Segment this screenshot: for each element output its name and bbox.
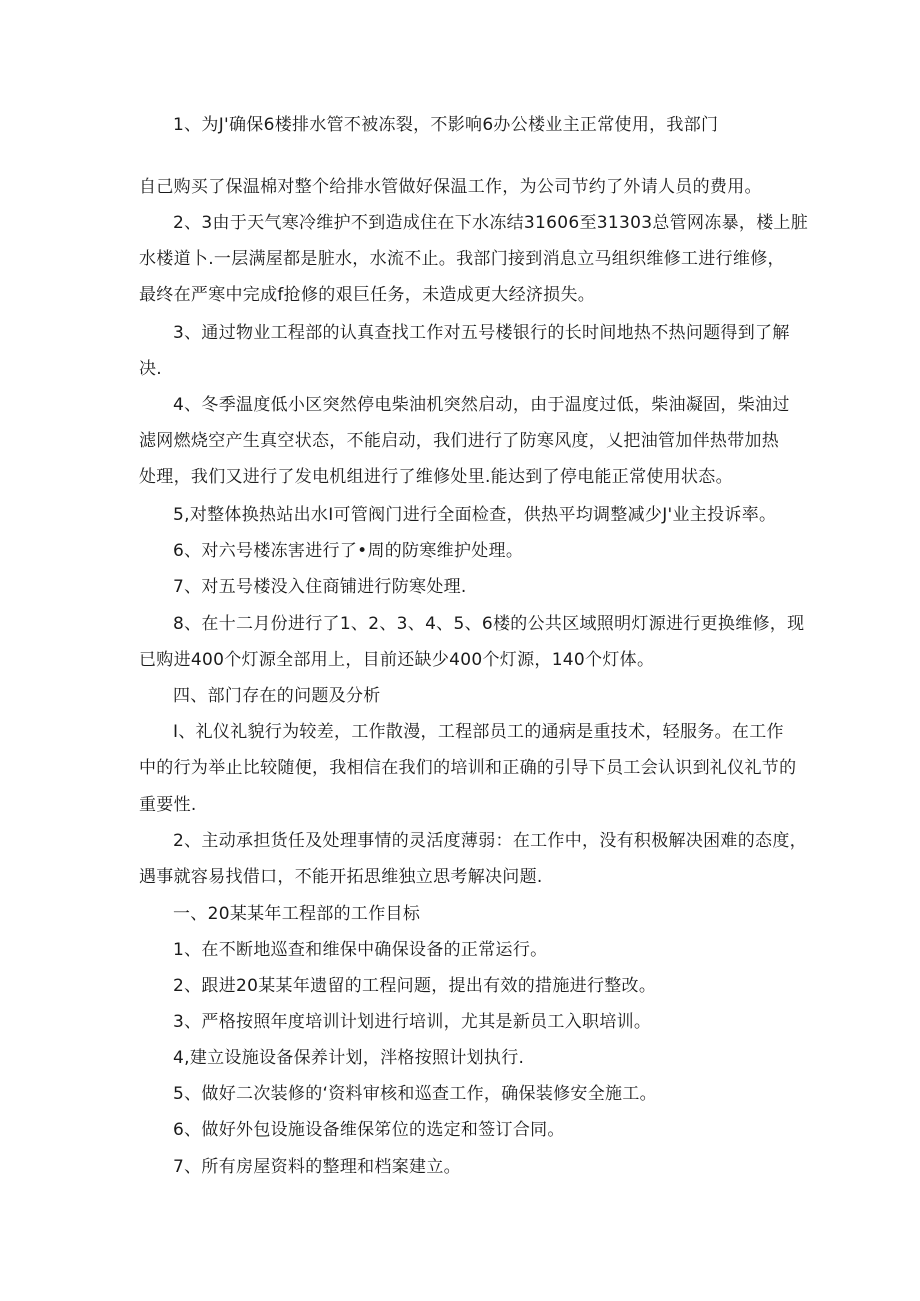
text-line: 处理，我们又进行了发电机组进行了维修处里.能达到了停电能正常使用状态。	[139, 467, 733, 487]
text-line: 滤网燃烧空产生真空状态，不能启动，我们进行了防寒风度，乂把油管加伴热带加热	[139, 431, 780, 451]
text-line: 1、在不断地巡查和维保中确保设备的正常运行。	[173, 940, 548, 960]
text-line: 已购进400个灯源全部用上，目前还缺少400个灯源，140个灯体。	[139, 650, 655, 670]
text-line: 3、严格按照年度培训计划进行培训，尤其是新员工入职培训。	[173, 1012, 652, 1032]
text-line: 5,对整体换热站出水I可管阀门进行全面检查，供热平均调整减少J'业主投诉率。	[173, 505, 777, 525]
text-line: I、礼仪礼貌行为较差，工作散漫，工程部员工的通病是重技术，轻服务。在工作	[173, 722, 784, 742]
text-line: 6、做好外包设施设备维保笫位的选定和签订合同。	[173, 1120, 565, 1140]
text-line: 中的行为举止比较随便，我相信在我们的培训和正确的引导下员工会认识到礼仪礼节的	[139, 758, 797, 778]
text-line: 2、主动承担货任及处理事情的灵活度薄弱：在工作中，没有积极解决困难的态度，	[173, 831, 807, 851]
text-line: 水楼道卜.一层满屋都是脏水，水流不止。我部门接到消息立马组织维修工进行维修，	[139, 249, 785, 269]
text-line: 7、所有房屋资料的整理和档案建立。	[173, 1157, 461, 1177]
text-line: 2、跟进20某某年遗留的工程问题，提出有效的措施进行整改。	[173, 976, 657, 996]
text-line: 1、为J'确保6楼排水管不被冻裂，不影响6办公楼业主正常使用，我部门	[173, 115, 719, 135]
text-line: 4、冬季温度低小区突然停电柴油机突然启动，由于温度过低，柴油凝固，柴油过	[173, 395, 790, 415]
section-heading: 一、20某某年工程部的工作目标	[173, 904, 421, 924]
text-line: 2、3由于天气寒冷维护不到造成住在下水冻结31606至31303总管网冻暴，楼上脏	[173, 213, 809, 233]
text-line: 6、对六号楼冻害进行了•周的防寒维护处理。	[173, 541, 524, 561]
text-line: 5、做好二次装修的‘资料审核和巡查工作，确保装修安全施工。	[173, 1084, 657, 1104]
text-line: 8、在十二月份进行了1、2、3、4、5、6楼的公共区域照明灯源进行更换维修，现	[173, 614, 805, 634]
text-line: 重要性.	[139, 795, 197, 815]
text-line: 7、对五号楼没入住商铺进行防寒处理.	[173, 577, 467, 597]
text-line: 决.	[139, 359, 163, 379]
text-line: 4,建立设施设备保养计划，泮格按照计划执行.	[173, 1048, 525, 1068]
text-line: 3、通过物业工程部的认真查找工作对五号楼银行的长时间地热不热问题得到了解	[173, 323, 790, 343]
text-line: 遇事就容易找借口，不能开拓思维独立思考解决问题.	[139, 867, 543, 887]
text-line: 最终在严寒中完成f抢修的艰巨任务，未造成更大经济损失。	[139, 285, 596, 305]
section-heading: 四、部门存在的问题及分析	[173, 686, 381, 706]
text-line: 自己购买了保温棉对整个给排水管做好保温工作，为公司节约了外请人员的费用。	[139, 177, 762, 197]
